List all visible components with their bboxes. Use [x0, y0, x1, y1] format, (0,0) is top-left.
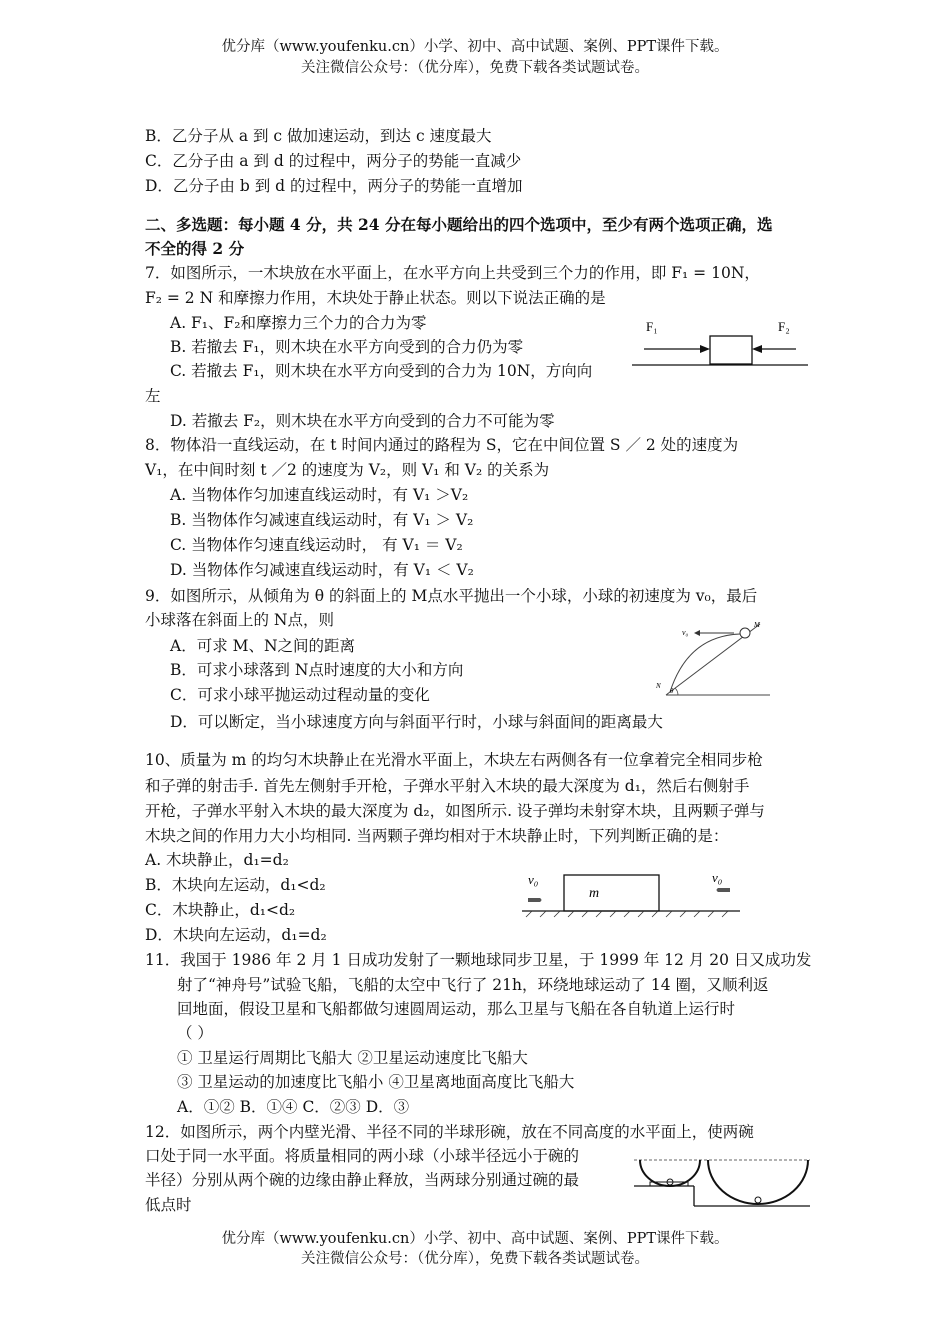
footer-line-1: 优分库（www.youfenku.cn）小学、初中、高中试题、案例、PPT课件下载。 [221, 1231, 729, 1247]
q9-stem-line-1: 9．如图所示，从倾角为 θ 的斜面上的 M点水平抛出一个小球，小球的初速度为 v₀，最后 [145, 587, 758, 605]
q8-option-c: C. 当物体作匀速直线运动时， 有 V₁ ＝ V₂ [170, 536, 463, 554]
q7-stem-line-2: F₂ = 2 N 和摩擦力作用，木块处于静止状态。则以下说法正确的是 [145, 289, 606, 307]
q9-incline-diagram [648, 618, 773, 698]
q11-options-line-2: ③ 卫星运动的加速度比飞船小 ④卫星离地面高度比飞船大 [177, 1073, 575, 1091]
q12-bowls-diagram [632, 1150, 812, 1214]
q10-option-d: D．木块向左运动，d₁=d₂ [145, 926, 327, 944]
q7-force-diagram [630, 316, 810, 372]
q9-fig-label-theta: θ [670, 687, 674, 695]
q9-option-b: B．可求小球落到 N点时速度的大小和方向 [170, 661, 464, 679]
q11-stem-line-3: 回地面，假设卫星和飞船都做匀速圆周运动，那么卫星与飞船在各自轨道上运行时 [177, 1000, 736, 1018]
q8-option-d: D. 当物体作匀减速直线运动时，有 V₁ ＜ V₂ [170, 561, 474, 579]
q6-option-d: D．乙分子由 b 到 d 的过程中，两分子的势能一直增加 [145, 177, 523, 195]
q10-block-diagram [518, 868, 744, 918]
q7-stem-line-1: 7．如图所示，一木块放在水平面上，在水平方向上共受到三个力的作用，即 F₁ = 10N， [145, 264, 760, 282]
q8-stem-line-2: V₁，在中间时刻 t ／2 的速度为 V₂，则 V₁ 和 V₂ 的关系为 [145, 461, 550, 479]
q9-fig-v0-arrowhead [694, 630, 700, 636]
q10-stem-line-3: 开枪，子弹水平射入木块的最大深度为 d₂，如图所示. 设子弹均未射穿木块，且两颗子弹与 [145, 802, 765, 820]
q9-fig-angle-arc [675, 688, 678, 695]
q9-fig-label-n: N [656, 682, 661, 690]
q12-fig-large-ball [755, 1197, 761, 1203]
q7-option-b: B. 若撤去 F₁，则木块在水平方向受到的合力仍为零 [170, 338, 524, 356]
q9-stem-line-2: 小球落在斜面上的 N点，则 [145, 611, 334, 629]
q10-stem-line-2: 和子弹的射击手. 首先左侧射手开枪，子弹水平射入木块的最大深度为 d₁，然后右侧射手 [145, 777, 750, 795]
q8-option-a: A. 当物体作匀加速直线运动时，有 V₁ ＞V₂ [170, 486, 469, 504]
q10-fig-ground-hatch [526, 911, 728, 917]
section2-title-line-1: 二、多选题：每小题 4 分，共 24 分在每小题给出的四个选项中，至少有两个选项正确，选 [145, 215, 773, 234]
q10-option-b: B．木块向左运动，d₁<d₂ [145, 876, 326, 894]
q7-fig-block [710, 336, 752, 364]
q11-stem-line-2: 射了“神舟号”试验飞船，飞船的太空中飞行了 21h，环绕地球运动了 14 圈，又顺利返 [177, 976, 769, 994]
q6-option-b: B．乙分子从 a 到 c 做加速运动，到达 c 速度最大 [145, 127, 492, 145]
q11-stem-line-1: 11．我国于 1986 年 2 月 1 日成功发射了一颗地球同步卫星，于 1999 年 12 月 20 日又成功发 [145, 951, 812, 969]
q10-fig-bullet-right [717, 888, 731, 892]
q11-choices: A．①② B．①④ C．②③ D．③ [177, 1098, 410, 1116]
q9-option-d: D．可以断定，当小球速度方向与斜面平行时，小球与斜面间的距离最大 [170, 713, 663, 731]
q7-option-c-line-2: 左 [145, 387, 161, 405]
q9-fig-trajectory [670, 634, 740, 692]
q7-option-a: A. F₁、F₂和摩擦力三个力的合力为零 [170, 314, 427, 332]
q7-fig-arrowhead-f2 [752, 345, 762, 353]
q9-fig-label-v0: v₀ [682, 628, 689, 637]
q12-stem-line-4: 低点时 [145, 1196, 192, 1214]
footer-line-2: 关注微信公众号：（优分库），免费下载各类试题试卷。 [301, 1251, 649, 1267]
q12-stem-line-3: 半径）分别从两个碗的边缘由静止释放，当两球分别通过碗的最 [145, 1171, 580, 1189]
q12-stem-line-2: 口处于同一水平面。将质量相同的两小球（小球半径远小于碗的 [145, 1147, 580, 1165]
q7-fig-label-f1: F₁ [646, 319, 658, 334]
q7-fig-arrowhead-f1 [700, 345, 710, 353]
q10-stem-line-1: 10、质量为 m 的均匀木块静止在光滑水平面上，木块左右两侧各有一位拿着完全相同步枪 [145, 751, 763, 769]
q7-option-d: D. 若撤去 F₂，则木块在水平方向受到的合力不可能为零 [170, 412, 555, 430]
q10-fig-block [564, 875, 659, 911]
q7-option-c-line-1: C. 若撤去 F₁，则木块在水平方向受到的合力为 10N，方向向 [170, 362, 593, 380]
q10-fig-label-v0-left: v₀ [528, 872, 539, 887]
q9-option-c: C．可求小球平抛运动过程动量的变化 [170, 686, 430, 704]
q8-stem-line-1: 8．物体沿一直线运动，在 t 时间内通过的路程为 S，它在中间位置 S ／ 2 处的速度为 [145, 436, 739, 454]
q9-option-a: A．可求 M、N之间的距离 [170, 637, 356, 655]
q10-fig-bullet-left [528, 898, 542, 902]
q10-stem-line-4: 木块之间的作用力大小均相同. 当两颗子弹均相对于木块静止时，下列判断正确的是： [145, 827, 729, 845]
header-line-1: 优分库（www.youfenku.cn）小学、初中、高中试题、案例、PPT课件下载。 [221, 39, 729, 55]
q9-fig-ball [740, 628, 750, 638]
q11-stem-line-4: （ ） [177, 1024, 213, 1042]
header-line-2: 关注微信公众号：（优分库），免费下载各类试题试卷。 [301, 60, 649, 76]
q9-fig-label-m: M [754, 621, 760, 629]
q10-option-a: A. 木块静止，d₁=d₂ [145, 851, 289, 869]
q10-option-c: C．木块静止，d₁<d₂ [145, 901, 296, 919]
q6-option-c: C．乙分子由 a 到 d 的过程中，两分子的势能一直减少 [145, 152, 522, 170]
q12-stem-line-1: 12．如图所示，两个内壁光滑、半径不同的半球形碗，放在不同高度的水平面上，使两碗 [145, 1123, 754, 1141]
q10-fig-label-v0-right: v₀ [712, 870, 723, 885]
q8-option-b: B. 当物体作匀减速直线运动时，有 V₁ ＞ V₂ [170, 511, 474, 529]
section2-title-line-2: 不全的得 2 分 [145, 239, 245, 258]
q11-options-line-1: ① 卫星运行周期比飞船大 ②卫星运动速度比飞船大 [177, 1049, 528, 1067]
q10-fig-label-m: m [589, 886, 600, 901]
q7-fig-label-f2: F₂ [778, 319, 790, 334]
